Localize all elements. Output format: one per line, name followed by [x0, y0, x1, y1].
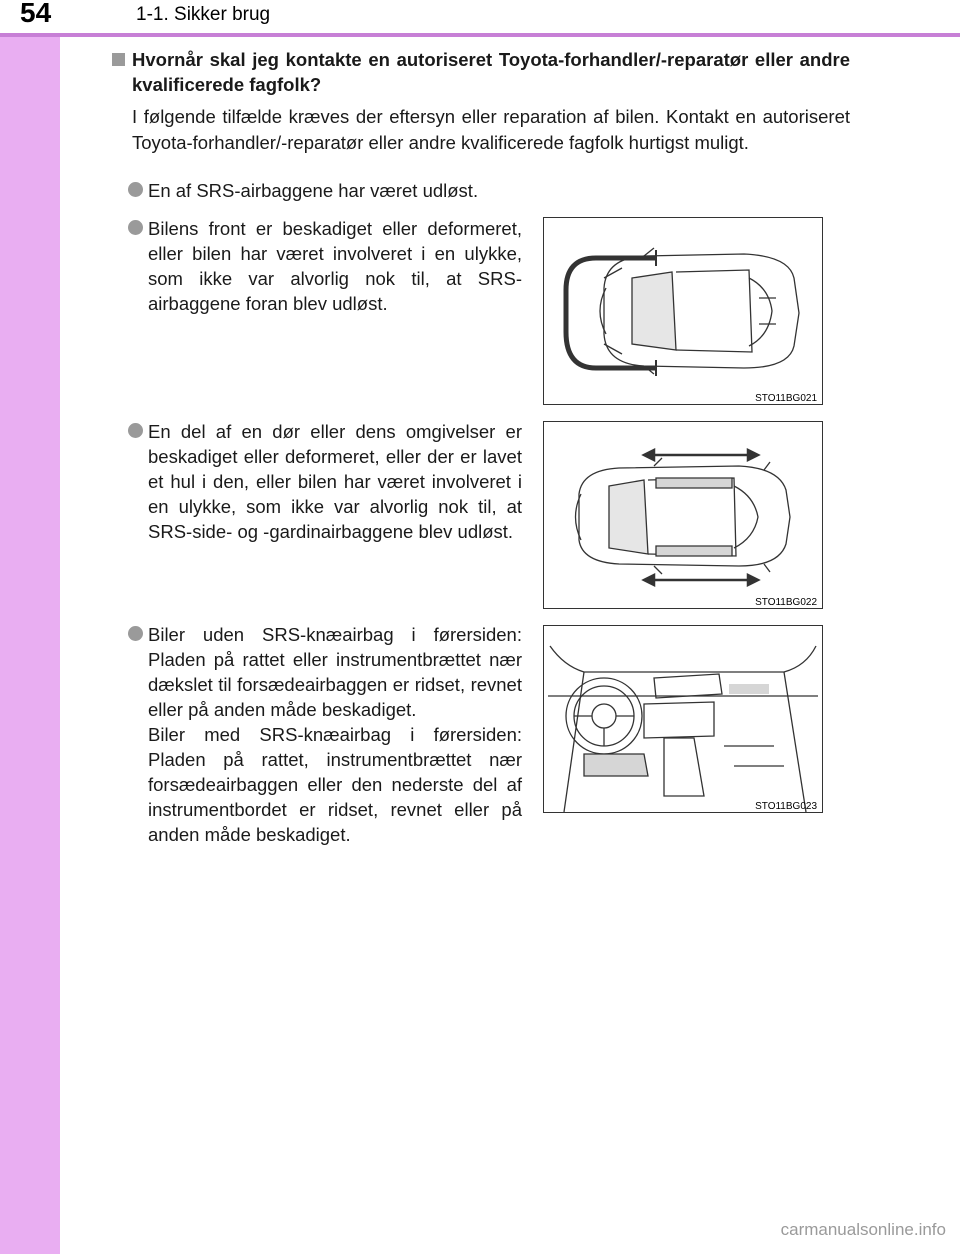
list-item-text: En del af en dør eller dens omgivelser er beskadiget eller deformeret, eller der er lavet et hul i den, eller bilen har været involveret i en ulykke, som ikke var alvorlig nok til, at SRS-side- og -gardinairbaggene blev udløst.	[148, 421, 522, 542]
list-item	[128, 419, 522, 544]
circle-bullet-icon	[128, 626, 143, 641]
list-item	[128, 216, 522, 316]
header-rule	[0, 33, 960, 37]
list-item	[128, 622, 522, 847]
section-title: 1-1. Sikker brug	[136, 4, 271, 25]
car-top-view-illustration	[544, 218, 822, 404]
intro-paragraph: I følgende tilfælde kræves der eftersyn eller reparation af bilen. Kontakt en autoriseret Toyota-forhandler/-reparatør eller andre kvalificerede fagfolk hurtigst muligt.	[132, 106, 850, 153]
figure-side-damage	[543, 421, 823, 609]
figure-code: STO11BG022	[755, 597, 817, 608]
list-item-text: En af SRS-airbaggene har været udløst.	[148, 180, 479, 201]
watermark: carmanualsonline.info	[780, 1220, 946, 1239]
list-item-text: Biler uden SRS-knæairbag i førersiden: Pladen på rattet eller instrumentbrættet nær dækslet til forsædeairbaggen er ridset, revnet eller på anden måde beskadiget.	[148, 624, 522, 720]
list-item	[128, 178, 528, 203]
circle-bullet-icon	[128, 220, 143, 235]
question-heading	[110, 47, 850, 97]
dashboard-illustration	[544, 626, 822, 812]
square-bullet-icon	[112, 53, 125, 66]
figure-code: STO11BG021	[755, 393, 817, 404]
list-item-text-2: Biler med SRS-knæairbag i førersiden: Pladen på rattet, instrumentbrættet nær forsædeairbaggen eller den nederste del af instrumentbordet er ridset, revnet eller på anden måde beskadiget.	[148, 724, 522, 845]
figure-front-damage	[543, 217, 823, 405]
figure-code: STO11BG023	[755, 801, 817, 812]
list-item-text: Bilens front er beskadiget eller deformeret, eller bilen har været involveret i en ulykke, som ikke var alvorlig nok til, at SRS-airbaggene foran blev udløst.	[148, 218, 522, 314]
question-heading-text: Hvornår skal jeg kontakte en autoriseret Toyota-forhandler/-reparatør eller andre kvalificerede fagfolk?	[132, 49, 850, 95]
sidebar-strip	[0, 0, 60, 1254]
page-number: 54	[20, 0, 52, 28]
circle-bullet-icon	[128, 182, 143, 197]
main-content	[110, 47, 850, 156]
car-top-view-illustration	[544, 422, 822, 608]
circle-bullet-icon	[128, 423, 143, 438]
figure-dashboard-damage	[543, 625, 823, 813]
